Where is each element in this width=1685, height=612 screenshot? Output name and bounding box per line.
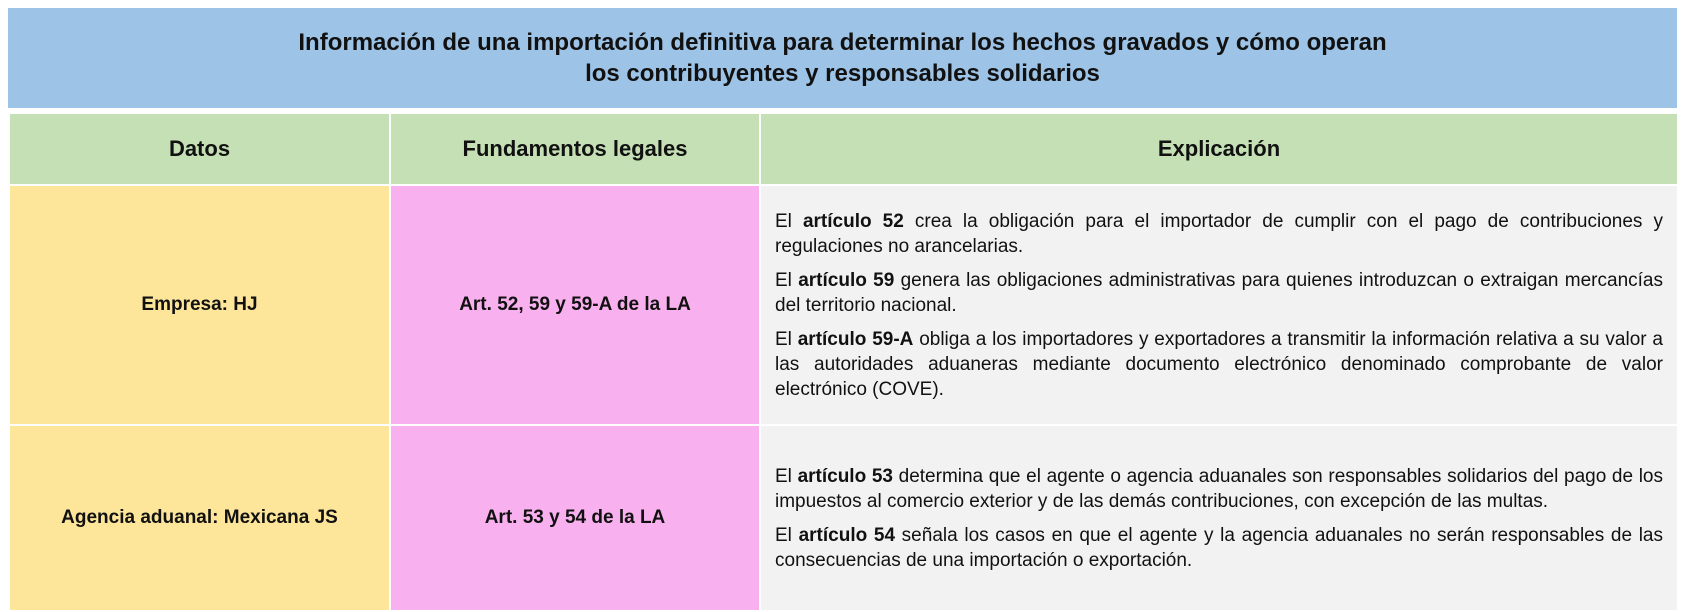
- explanation-paragraph: [775, 268, 1663, 318]
- header-explicacion: Explicación: [760, 113, 1678, 185]
- info-table: [8, 112, 1679, 612]
- explanation-paragraph: [775, 327, 1663, 402]
- document-container: [8, 8, 1677, 612]
- article-reference: artículo 59-A: [797, 328, 914, 350]
- paragraph-text: obliga a los importadores y exportadores a transmitir la información relativa a su valor a las autoridades aduaneras mediante documento electrónico denominado comprobante de valor electrónico (COVE).: [775, 328, 1663, 400]
- header-datos: Datos: [9, 113, 390, 185]
- header-row: [9, 113, 1678, 185]
- paragraph-prefix: El: [775, 328, 798, 350]
- cell-fundamentos: Art. 53 y 54 de la LA: [390, 425, 760, 611]
- paragraph-text: señala los casos en que el agente y la agencia aduanales no serán responsables de las consecuencias de una importación o exportación.: [775, 524, 1663, 571]
- cell-fundamentos: Art. 52, 59 y 59-A de la LA: [390, 185, 760, 425]
- table-title-line-1: Información de una importación definitiva para determinar los hechos gravados y cómo operan: [298, 29, 1387, 56]
- article-reference: artículo 53: [797, 465, 893, 487]
- article-reference: artículo 59: [798, 269, 895, 291]
- header-fundamentos: Fundamentos legales: [390, 113, 760, 185]
- cell-datos: Agencia aduanal: Mexicana JS: [9, 425, 390, 611]
- article-reference: artículo 54: [798, 524, 896, 546]
- explanation-paragraph: [775, 464, 1663, 514]
- article-reference: artículo 52: [802, 210, 904, 232]
- table-row: [9, 185, 1678, 425]
- paragraph-text: genera las obligaciones administrativas para quienes introduzcan o extraigan mercancías del territorio nacional.: [775, 269, 1663, 316]
- cell-explicacion: [760, 185, 1678, 425]
- paragraph-prefix: El: [775, 465, 798, 487]
- table-title-line-2: los contribuyentes y responsables solidarios: [585, 60, 1100, 87]
- paragraph-prefix: El: [775, 269, 799, 291]
- paragraph-prefix: El: [775, 210, 803, 232]
- explanation-paragraph: [775, 209, 1663, 259]
- table-title: [8, 8, 1677, 108]
- cell-explicacion: [760, 425, 1678, 611]
- explanation-paragraph: [775, 523, 1663, 573]
- paragraph-text: crea la obligación para el importador de cumplir con el pago de contribuciones y regulaciones no arancelarias.: [775, 210, 1663, 257]
- table-row: [9, 425, 1678, 611]
- cell-datos: Empresa: HJ: [9, 185, 390, 425]
- paragraph-text: determina que el agente o agencia aduanales son responsables solidarios del pago de los impuestos al comercio exterior y de las demás contribuciones, con excepción de las multas.: [775, 465, 1663, 512]
- paragraph-prefix: El: [775, 524, 799, 546]
